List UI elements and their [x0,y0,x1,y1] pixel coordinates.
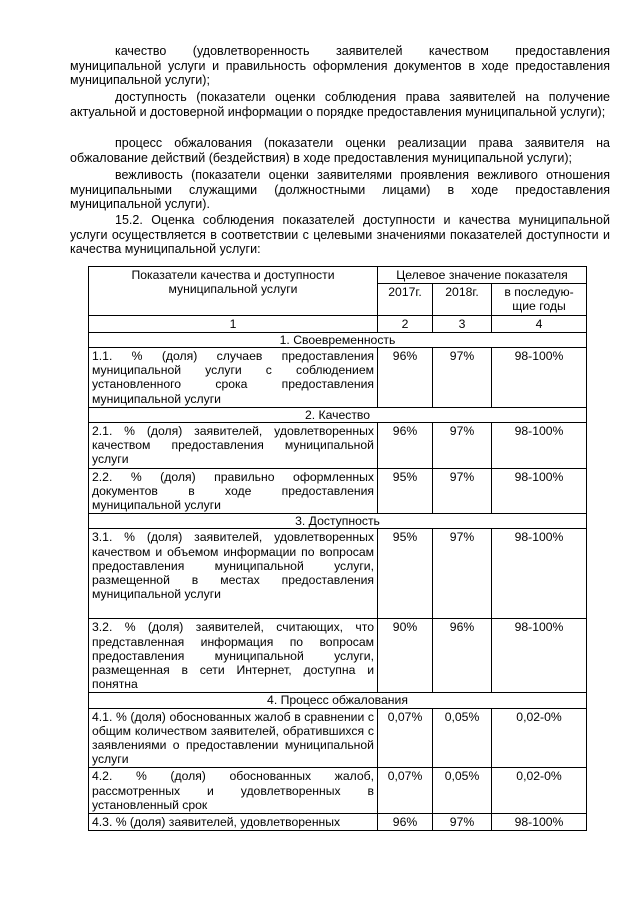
indicator-label: 4.2. % (доля) обоснованных жалоб, рассмотренных и удовлетворенных в установленный срок [89,768,378,814]
value-following-years: 98-100% [492,529,587,619]
section-title: 4. Процесс обжалования [89,693,587,708]
table-column-numbers-row [89,315,587,332]
column-number: 2 [378,315,433,332]
value-2017: 96% [378,814,433,831]
header-year-2017: 2017г. [378,284,433,315]
value-following-years: 0,02-0% [492,768,587,814]
header-year-2018: 2018г. [433,284,492,315]
header-following-years: в последую-щие годы [492,284,587,315]
paragraph-politeness: вежливость (показатели оценки заявителями проявления вежливого отношения муниципальными служащими (должностными лицами) в ходе предоставления муниципальной услуги). [70,168,610,211]
value-2018: 0,05% [433,708,492,768]
paragraph-assessment: 15.2. Оценка соблюдения показателей доступности и качества муниципальной услуги осуществляется в соответствии с целевыми значениями показателей доступности и качества муниципальной услуги: [70,213,610,256]
value-2017: 0,07% [378,708,433,768]
indicators-table [88,266,587,831]
value-following-years: 98-100% [492,468,587,514]
table-row [89,619,587,693]
value-2017: 95% [378,529,433,619]
table-row [89,348,587,408]
value-2017: 0,07% [378,768,433,814]
section-row [89,693,587,708]
section-title: 1. Своевременность [89,332,587,347]
value-following-years: 98-100% [492,348,587,408]
table-row [89,768,587,814]
indicator-label: 1.1. % (доля) случаев предоставления муниципальной услуги с соблюдением установленного срока предоставления муниципальной услуги [89,348,378,408]
value-2017: 96% [378,348,433,408]
value-following-years: 0,02-0% [492,708,587,768]
section-row [89,407,587,422]
paragraph-appeal-process: процесс обжалования (показатели оценки реализации права заявителя на обжалование действий (бездействия) в ходе предоставления муниципальной услуги); [70,136,610,165]
table-row [89,529,587,619]
value-2018: 97% [433,529,492,619]
value-2017: 95% [378,468,433,514]
indicator-label: 4.3. % (доля) заявителей, удовлетворенных [89,814,378,831]
paragraph-accessibility: доступность (показатели оценки соблюдения права заявителей на получение актуальной и достоверной информации о порядке предоставления муниципальной услуги); [70,90,610,119]
column-number: 1 [89,315,378,332]
table-row [89,468,587,514]
value-2018: 96% [433,619,492,693]
table-row [89,708,587,768]
value-2018: 97% [433,348,492,408]
value-2018: 97% [433,468,492,514]
value-2018: 0,05% [433,768,492,814]
value-2017: 96% [378,423,433,469]
section-title: 3. Доступность [89,514,587,529]
value-following-years: 98-100% [492,814,587,831]
value-following-years: 98-100% [492,619,587,693]
value-2018: 97% [433,423,492,469]
indicator-label: 3.2. % (доля) заявителей, считающих, что представленная информация по вопросам предоставления муниципальной услуги, размещенная в сети Интернет, доступна и понятна [89,619,378,693]
table-row [89,814,587,831]
table-row [89,423,587,469]
section-row [89,514,587,529]
value-following-years: 98-100% [492,423,587,469]
section-row [89,332,587,347]
header-target-value: Целевое значение показателя [378,267,587,284]
indicator-label: 4.1. % (доля) обоснованных жалоб в сравнении с общим количеством заявителей, обратившихся с заявлениями о предоставлении муниципальной услуги [89,708,378,768]
value-2017: 90% [378,619,433,693]
table-header-row [89,267,587,284]
paragraph-quality: качество (удовлетворенность заявителей качеством предоставления муниципальной услуги и правильность оформления документов в ходе предоставления муниципальной услуги); [70,44,610,87]
header-indicator: Показатели качества и доступности муниципальной услуги [89,267,378,316]
column-number: 4 [492,315,587,332]
value-2018: 97% [433,814,492,831]
column-number: 3 [433,315,492,332]
section-title: 2. Качество [89,407,587,422]
indicator-label: 2.1. % (доля) заявителей, удовлетворенных качеством предоставления муниципальной услуги [89,423,378,469]
indicator-label: 2.2. % (доля) правильно оформленных документов в ходе предоставления муниципальной услуги [89,468,378,514]
indicator-label: 3.1. % (доля) заявителей, удовлетворенных качеством и объемом информации по вопросам предоставления муниципальной услуги, размещенной в местах предоставления муниципальной услуги [89,529,378,619]
